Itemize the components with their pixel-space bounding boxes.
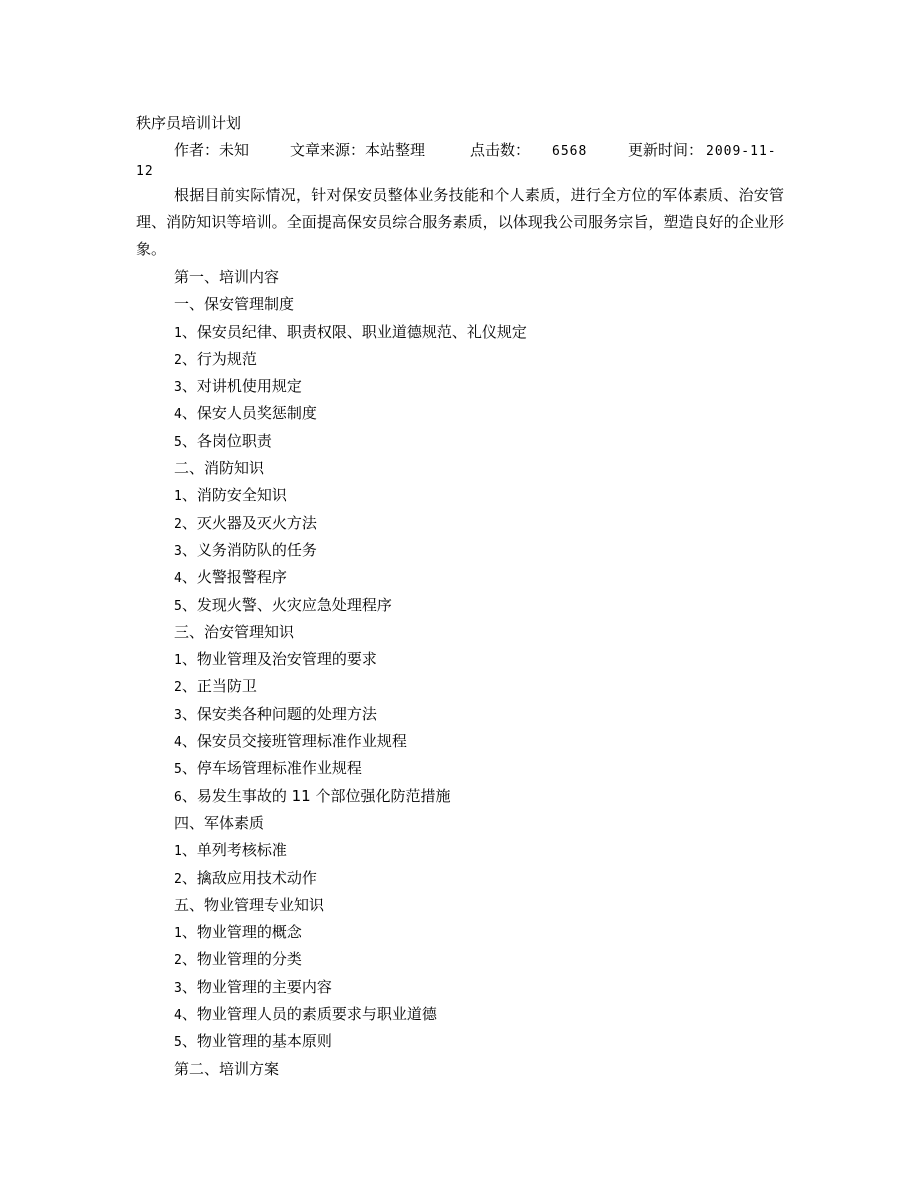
outline-subitem [174, 755, 527, 782]
outline-item-text: 、保安员交接班管理标准作业规程 [181, 732, 407, 751]
outline-item-number: 3 [174, 707, 182, 723]
outline-item-text: 、火警报警程序 [181, 568, 287, 587]
outline-item-text: 、停车场管理标准作业规程 [181, 759, 362, 778]
training-outline [174, 264, 527, 1083]
outline-item-number: 3 [174, 543, 182, 559]
outline-subitem [174, 319, 527, 346]
outline-item-text: 、易发生事故的 11 个部位强化防范措施 [181, 786, 451, 805]
outline-item-text: 、对讲机使用规定 [181, 377, 302, 396]
updated-label: 更新时间： [628, 141, 704, 159]
outline-item-number: 2 [174, 871, 182, 887]
clicks-value: 6568 [552, 144, 588, 159]
outline-item-number: 1 [174, 325, 182, 341]
outline-item-text: 、各岗位职责 [181, 431, 272, 450]
outline-item-text: 、物业管理的主要内容 [181, 977, 332, 996]
outline-item-text: 、物业管理的概念 [181, 923, 302, 942]
outline-item-number: 1 [174, 653, 182, 669]
outline-item-number: 1 [174, 926, 182, 942]
outline-item-number: 1 [174, 489, 182, 505]
outline-item-text: 、行为规范 [181, 349, 257, 368]
outline-item-text: 第二、培训方案 [174, 1059, 280, 1078]
outline-item-number: 2 [174, 953, 182, 969]
outline-item-number: 2 [174, 516, 182, 532]
outline-item-number: 5 [174, 1035, 182, 1051]
outline-item-number: 3 [174, 380, 182, 396]
outline-subitem [174, 946, 527, 973]
outline-subitem [174, 482, 527, 509]
outline-item-number: 4 [174, 735, 182, 751]
outline-item-text: 、正当防卫 [181, 677, 257, 696]
outline-item-text: 五、物业管理专业知识 [174, 895, 325, 914]
outline-subitem [174, 1028, 527, 1055]
outline-subitem [174, 373, 527, 400]
outline-item-text: 四、军体素质 [174, 813, 265, 832]
outline-item-text: 、物业管理人员的素质要求与职业道德 [181, 1005, 437, 1024]
outline-subitem [174, 400, 527, 427]
outline-item-text: 第一、培训内容 [174, 268, 280, 286]
outline-subitem [174, 837, 527, 864]
article-meta [136, 140, 784, 182]
outline-item-text: 二、消防知识 [174, 459, 265, 478]
intro-paragraph: 根据目前实际情况，针对保安员整体业务技能和个人素质，进行全方位的军体素质、治安管理、消防知识等培训。全面提高保安员综合服务素质，以体现我公司服务宗旨，塑造良好的企业形象。 [136, 186, 784, 258]
outline-item-text: 、保安员纪律、职责权限、职业道德规范、礼仪规定 [181, 322, 527, 341]
outline-heading [174, 619, 527, 646]
outline-subitem [174, 728, 527, 755]
outline-subitem [174, 592, 527, 619]
outline-item-number: 5 [174, 762, 182, 778]
outline-item-text: 、擒敌应用技术动作 [181, 868, 317, 887]
outline-heading [174, 810, 527, 837]
outline-item-number: 5 [174, 434, 182, 450]
outline-subitem [174, 919, 527, 946]
outline-item-text: 、物业管理及治安管理的要求 [181, 650, 377, 669]
clicks-label: 点击数： [470, 141, 531, 159]
outline-subitem [174, 865, 527, 892]
outline-item-number: 4 [174, 407, 182, 423]
outline-item-text: 、义务消防队的任务 [181, 540, 317, 559]
outline-item-number: 3 [174, 980, 182, 996]
document-title: 秩序员培训计划 [136, 114, 242, 132]
outline-subitem [174, 974, 527, 1001]
outline-item-number: 5 [174, 598, 182, 614]
outline-subitem [174, 428, 527, 455]
outline-subitem [174, 510, 527, 537]
outline-heading [174, 291, 527, 318]
author-text: 作者：未知 [174, 141, 250, 159]
outline-item-number: 2 [174, 352, 182, 368]
updated-value-continued: 12 [136, 164, 154, 179]
outline-item-text: 、保安人员奖惩制度 [181, 404, 317, 423]
outline-item-text: 三、治安管理知识 [174, 622, 295, 641]
outline-subitem [174, 537, 527, 564]
source-text: 文章来源：本站整理 [290, 141, 426, 159]
outline-item-text: 、保安类各种问题的处理方法 [181, 704, 377, 723]
outline-item-text: 、单列考核标准 [181, 841, 287, 860]
article-meta-line [136, 140, 784, 161]
outline-subitem [174, 346, 527, 373]
outline-item-number: 6 [174, 789, 182, 805]
outline-subitem [174, 783, 527, 810]
outline-item-text: 、发现火警、火灾应急处理程序 [181, 595, 392, 614]
outline-heading [174, 892, 527, 919]
outline-item-text: 、物业管理的基本原则 [181, 1032, 332, 1051]
outline-heading [174, 1056, 527, 1083]
outline-item-number: 1 [174, 844, 182, 860]
outline-item-number: 4 [174, 1008, 182, 1024]
outline-item-text: 一、保安管理制度 [174, 295, 295, 314]
outline-subitem [174, 701, 527, 728]
updated-value: 2009-11- [706, 144, 777, 159]
outline-subitem [174, 673, 527, 700]
outline-subitem [174, 1001, 527, 1028]
outline-item-number: 2 [174, 680, 182, 696]
outline-item-text: 、物业管理的分类 [181, 950, 302, 969]
outline-item-text: 、消防安全知识 [181, 486, 287, 505]
outline-item-text: 、灭火器及灭火方法 [181, 513, 317, 532]
outline-heading [174, 455, 527, 482]
outline-heading [174, 264, 527, 291]
outline-subitem [174, 564, 527, 591]
outline-item-number: 4 [174, 571, 182, 587]
outline-subitem [174, 646, 527, 673]
